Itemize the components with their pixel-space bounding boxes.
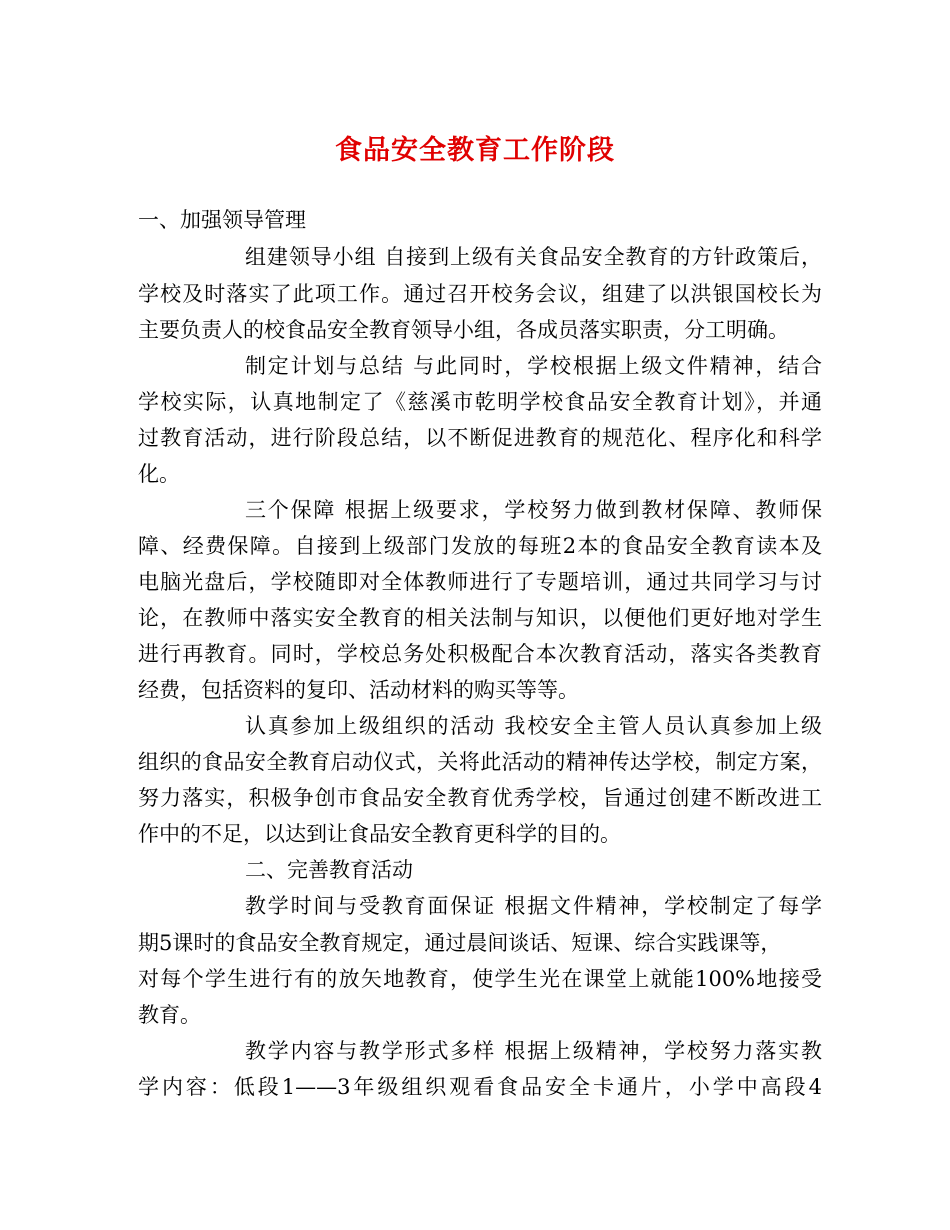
paragraph-line: 进行再教育。同时，学校总务处积极配合本次教育活动，落实各类教育 [138, 642, 822, 666]
paragraph-line: 教育。 [138, 1003, 201, 1027]
paragraph-line: 教学时间与受教育面保证 根据文件精神，学校制定了每学 [245, 894, 822, 918]
paragraph-line: 障、经费保障。自接到上级部门发放的每班2本的食品安全教育读本及 [138, 534, 822, 558]
section-heading-1: 一、加强领导管理 [138, 208, 306, 232]
document-title: 食品安全教育工作阶段 [335, 135, 615, 166]
paragraph-line: 电脑光盘后，学校随即对全体教师进行了专题培训，通过共同学习与讨 [138, 570, 822, 594]
paragraph-line: 对每个学生进行有的放矢地教育，使学生光在课堂上就能100%地接受 [138, 967, 822, 991]
paragraph-line: 组建领导小组 自接到上级有关食品安全教育的方针政策后， [245, 245, 822, 269]
paragraph-line: 化。 [138, 462, 180, 486]
paragraph-line: 期5课时的食品安全教育规定，通过晨间谈话、短课、综合实践课等， [138, 931, 782, 955]
paragraph-line: 三个保障 根据上级要求，学校努力做到教材保障、教师保 [245, 498, 822, 522]
paragraph-line: 过教育活动，进行阶段总结，以不断促进教育的规范化、程序化和科学 [138, 426, 822, 450]
paragraph-line: 学校及时落实了此项工作。通过召开校务会议，组建了以洪银国校长为 [138, 282, 822, 306]
paragraph-line: 认真参加上级组织的活动 我校安全主管人员认真参加上级 [245, 714, 822, 738]
paragraph-line: 制定计划与总结 与此同时，学校根据上级文件精神，结合 [245, 354, 822, 378]
paragraph-line: 学校实际，认真地制定了《慈溪市乾明学校食品安全教育计划》，并通 [138, 390, 822, 414]
paragraph-line: 主要负责人的校食品安全教育领导小组，各成员落实职责，分工明确。 [138, 318, 789, 342]
paragraph-line: 组织的食品安全教育启动仪式，关将此活动的精神传达学校，制定方案， [138, 750, 822, 774]
paragraph-line: 努力落实，积极争创市食品安全教育优秀学校，旨通过创建不断改进工 [138, 786, 822, 810]
paragraph-line: 教学内容与教学形式多样 根据上级精神，学校努力落实教 [245, 1039, 822, 1063]
paragraph-line: 论，在教师中落实安全教育的相关法制与知识，以便他们更好地对学生 [138, 606, 822, 630]
section-heading-2: 二、完善教育活动 [245, 858, 413, 882]
paragraph-line: 作中的不足，以达到让食品安全教育更科学的目的。 [138, 822, 621, 846]
paragraph-line: 学内容：低段1——3年级组织观看食品安全卡通片，小学中高段4 [138, 1075, 822, 1099]
paragraph-line: 经费，包括资料的复印、活动材料的购买等等。 [138, 678, 579, 702]
